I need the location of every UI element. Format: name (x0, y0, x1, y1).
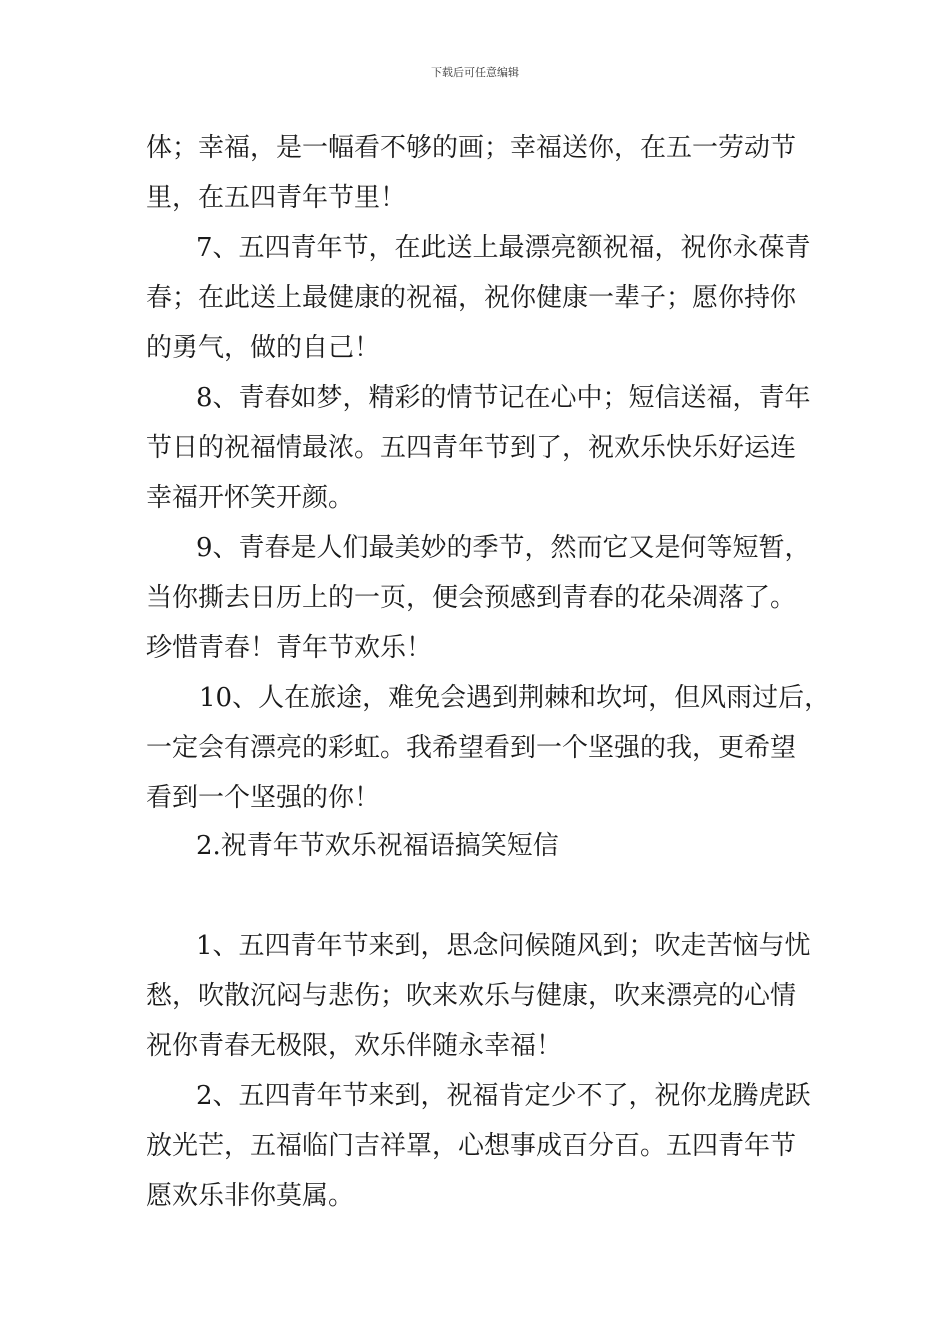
list-item-9: 9、青春是人们最美妙的季节，然而它又是何等短暂， (196, 533, 811, 563)
page-header: 下载后可任意编辑 (431, 66, 519, 79)
list-item-2: 2、五四青年节来到，祝福肯定少不了，祝你龙腾虎跃 (196, 1081, 811, 1111)
list-item-8: 8、青春如梦，精彩的情节记在心中；短信送福，青年 (196, 383, 811, 413)
text-line: 春；在此送上最健康的祝福，祝你健康一辈子；愿你持你 (146, 283, 797, 313)
list-item-10: 10、人在旅途，难免会遇到荆棘和坎坷，但风雨过后， (199, 683, 831, 713)
text-line: 看到一个坚强的你！ (146, 783, 381, 813)
text-line: 放光芒，五福临门吉祥罩，心想事成百分百。五四青年节 (146, 1131, 797, 1161)
text-line: 里，在五四青年节里！ (146, 183, 407, 213)
text-line: 幸福开怀笑开颜。 (146, 483, 355, 513)
section-heading: 2.祝青年节欢乐祝福语搞笑短信 (196, 831, 559, 861)
text-line: 愁，吹散沉闷与悲伤；吹来欢乐与健康，吹来漂亮的心情 (146, 981, 797, 1011)
text-line: 的勇气，做的自己！ (146, 333, 381, 363)
list-item-7: 7、五四青年节，在此送上最漂亮额祝福，祝你永葆青 (196, 233, 811, 263)
text-line: 祝你青春无极限，欢乐伴随永幸福！ (146, 1031, 563, 1061)
list-item-1: 1、五四青年节来到，思念问候随风到；吹走苦恼与忧 (196, 931, 811, 961)
text-line: 一定会有漂亮的彩虹。我希望看到一个坚强的我，更希望 (146, 733, 797, 763)
text-line: 节日的祝福情最浓。五四青年节到了，祝欢乐快乐好运连 (146, 433, 797, 463)
text-line: 愿欢乐非你莫属。 (146, 1181, 355, 1211)
text-line: 珍惜青春！青年节欢乐！ (146, 633, 433, 663)
text-line: 当你撕去日历上的一页，便会预感到青春的花朵凋落了。 (146, 583, 797, 613)
text-line: 体；幸福，是一幅看不够的画；幸福送你，在五一劳动节 (146, 133, 797, 163)
